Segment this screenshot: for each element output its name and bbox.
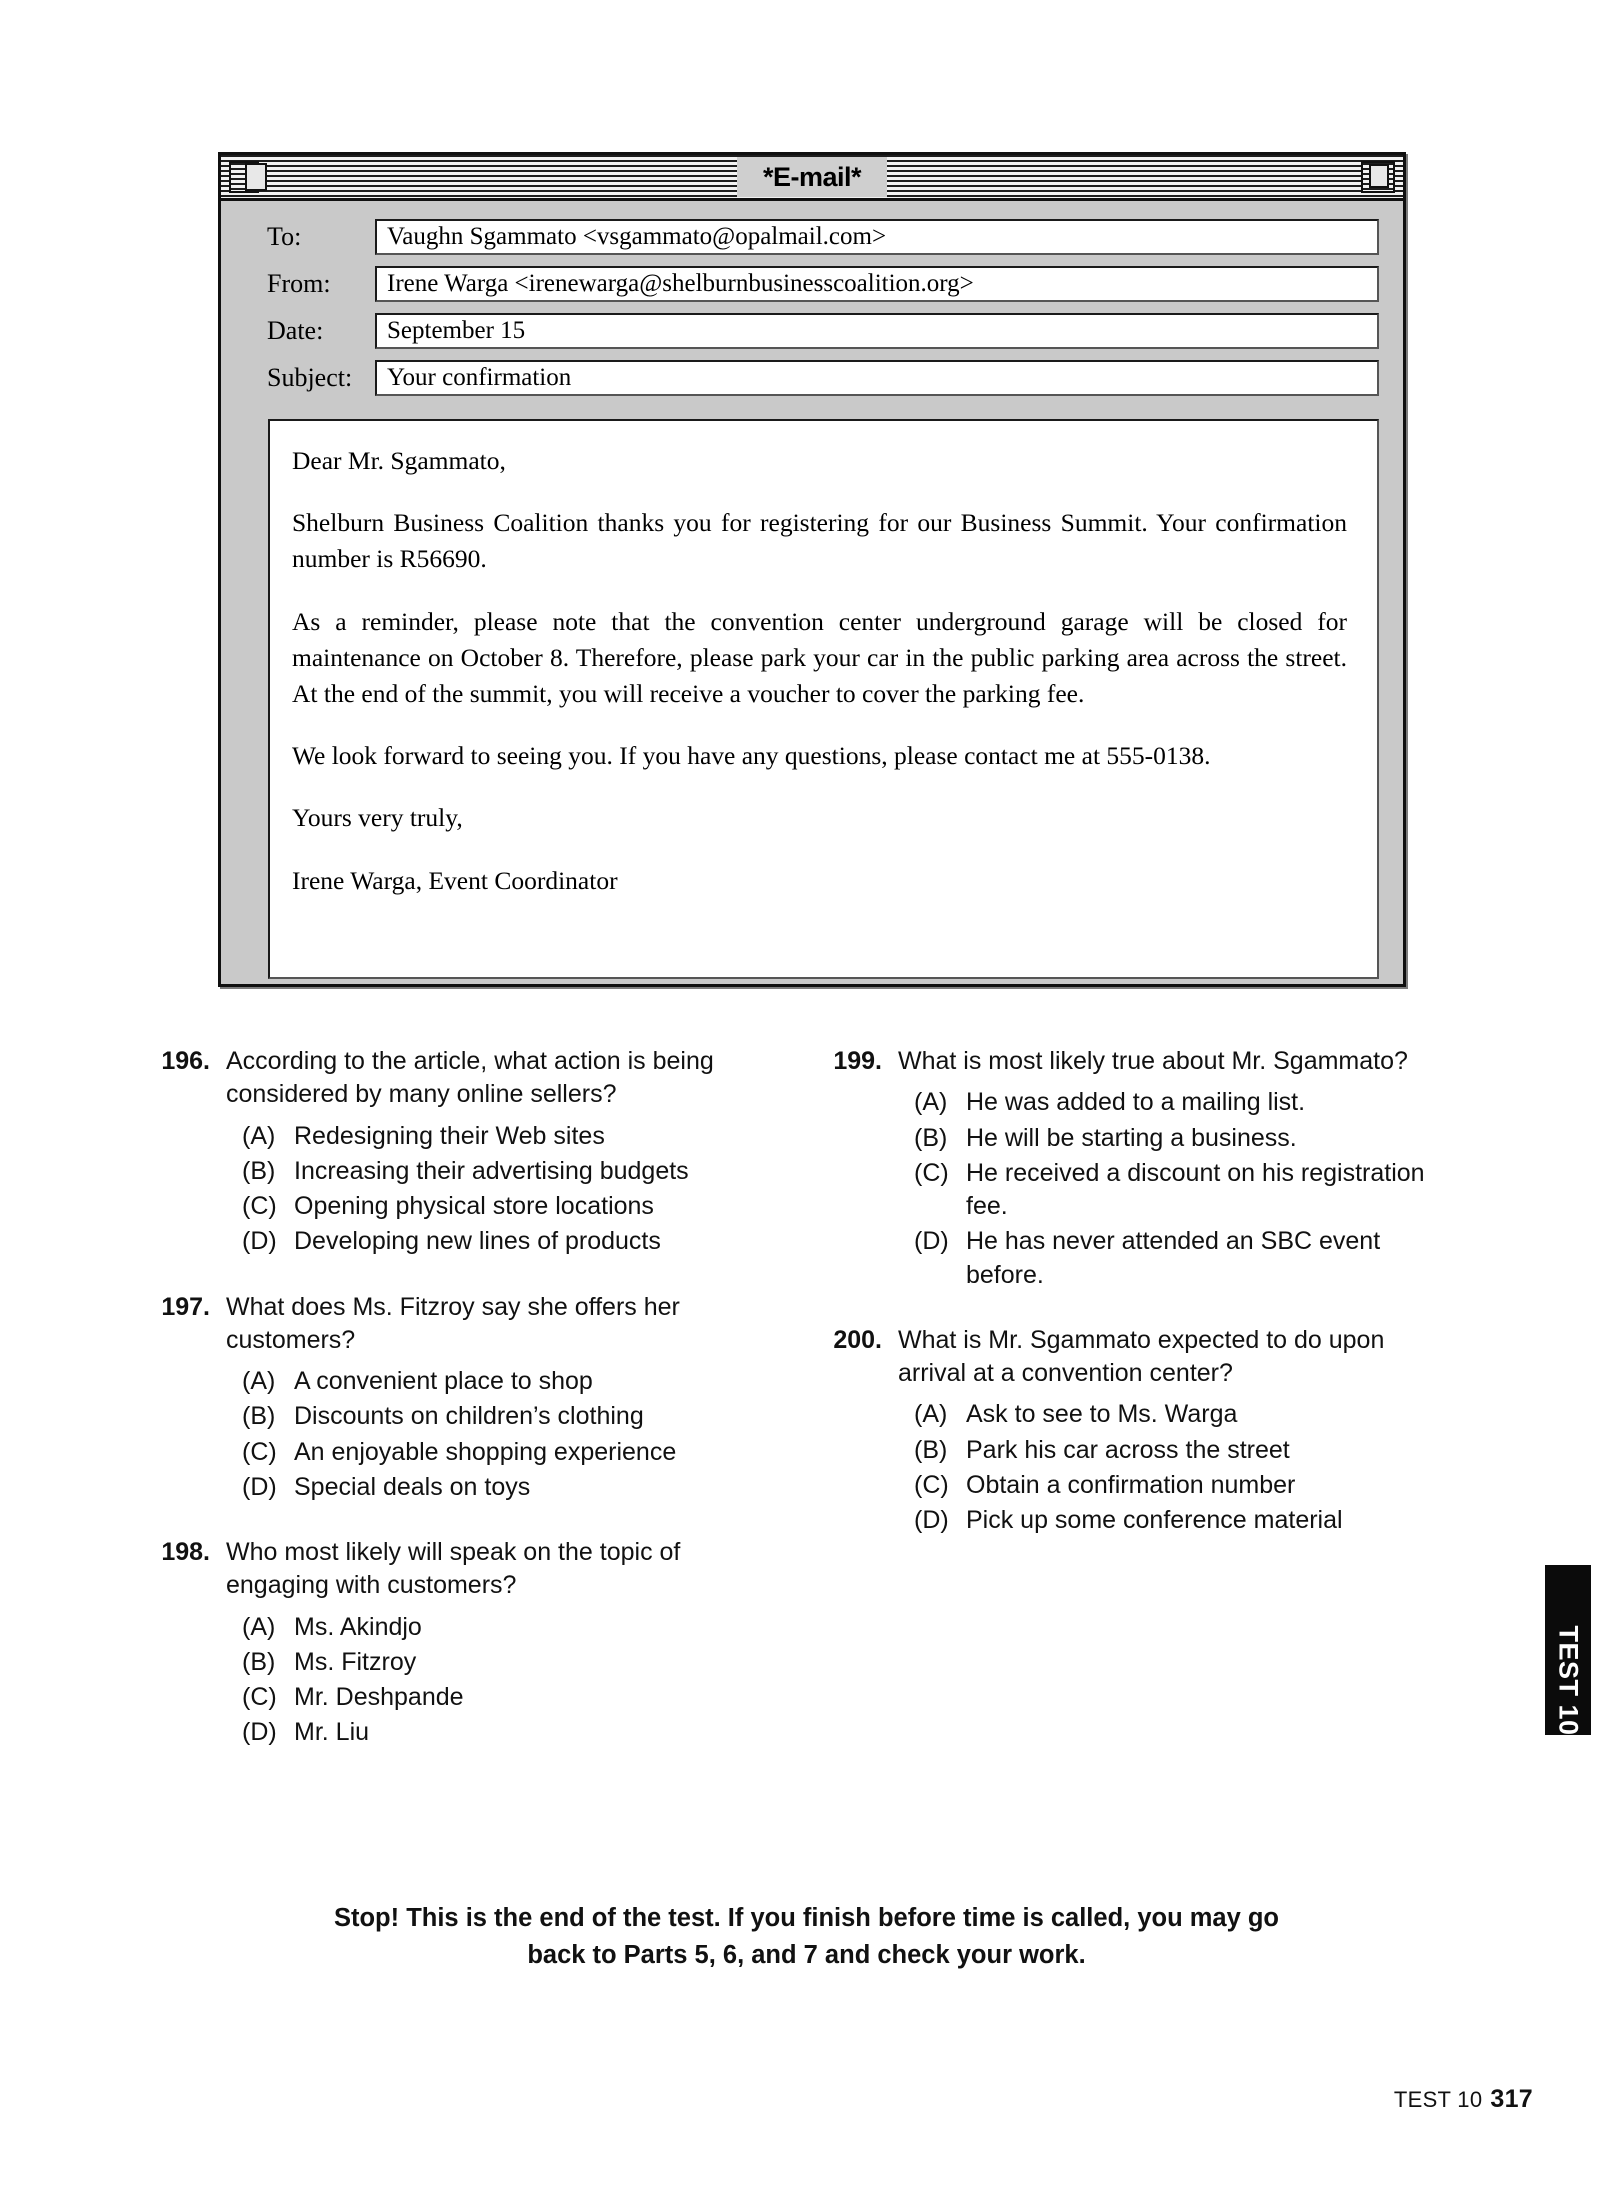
- page-footer-test-label: TEST 10: [1393, 2087, 1483, 2112]
- question-197-choice-a[interactable]: [242, 1365, 778, 1398]
- choice-letter: (A): [242, 1367, 276, 1395]
- question-200-choice-a[interactable]: [914, 1398, 1450, 1431]
- email-salutation: Dear Mr. Sgammato,: [292, 446, 506, 475]
- email-paragraph-2: As a reminder, please note that the convention center underground garage will be closed for maintenance on October 8. Therefore, please park your car in the public parking area across the street. At the end of the summit, you will receive a voucher to cover the parking fee.: [292, 606, 1347, 709]
- question-196-text: According to the article, what action is being considered by many online sellers?: [226, 1047, 714, 1109]
- question-197: [148, 1291, 778, 1505]
- page-number: 317: [1490, 2085, 1533, 2113]
- stop-instruction-line1: Stop! This is the end of the test. If you finish before time is called, you may go: [333, 1904, 1280, 1932]
- email-window-titlebar[interactable]: [221, 155, 1403, 201]
- questions-section: [0, 1045, 1613, 1785]
- question-196-choice-c[interactable]: [242, 1190, 778, 1223]
- email-window-title: *E-mail*: [737, 157, 887, 197]
- question-197-head: [148, 1291, 778, 1358]
- choice-text: An enjoyable shopping experience: [294, 1437, 677, 1466]
- choice-letter: (B): [242, 1647, 276, 1676]
- choice-text: Ms. Fitzroy: [294, 1647, 417, 1676]
- choice-text: He was added to a mailing list.: [966, 1088, 1306, 1117]
- choice-text: Special deals on toys: [294, 1472, 531, 1501]
- choice-letter: (C): [914, 1158, 949, 1187]
- question-200-choice-b[interactable]: [914, 1434, 1450, 1467]
- choice-text: A convenient place to shop: [294, 1367, 593, 1395]
- choice-letter: (D): [914, 1227, 949, 1256]
- choice-text: Developing new lines of products: [294, 1227, 661, 1256]
- choice-letter: (D): [242, 1227, 277, 1256]
- question-197-choices: [242, 1365, 778, 1504]
- email-window: [218, 152, 1406, 987]
- question-198-choices: [242, 1611, 778, 1750]
- question-200-text: What is Mr. Sgammato expected to do upon arrival at a convention center?: [898, 1325, 1385, 1387]
- question-198-choice-a[interactable]: [242, 1611, 778, 1644]
- choice-letter: (A): [914, 1088, 948, 1117]
- choice-text: Increasing their advertising budgets: [294, 1156, 689, 1185]
- test-side-tab-label: TEST 10: [1553, 1625, 1584, 1736]
- question-199-choice-a[interactable]: [914, 1086, 1450, 1119]
- stop-instruction: [0, 1900, 1613, 1974]
- email-field-row-date: [245, 313, 1379, 349]
- email-field-row-from: [245, 266, 1379, 302]
- choice-text: Pick up some conference material: [966, 1506, 1343, 1534]
- choice-text: He will be starting a business.: [966, 1123, 1297, 1152]
- email-field-row-to: [245, 219, 1379, 255]
- choice-text: Mr. Liu: [294, 1718, 370, 1747]
- email-paragraph-3: We look forward to seeing you. If you have any questions, please contact me at 555-0138.: [292, 741, 1211, 771]
- question-197-choice-d[interactable]: [242, 1471, 778, 1504]
- stop-instruction-line2: back to Parts 5, 6, and 7 and check your work.: [527, 1940, 1086, 1969]
- question-200: [820, 1324, 1450, 1538]
- question-197-choice-c[interactable]: [242, 1436, 778, 1469]
- subject-field[interactable]: Your confirmation: [375, 360, 1379, 396]
- question-200-choice-c[interactable]: [914, 1469, 1450, 1502]
- close-box-icon[interactable]: [245, 163, 267, 191]
- question-198-head: [148, 1536, 778, 1603]
- question-199-choice-b[interactable]: [914, 1122, 1450, 1155]
- question-196-choice-d[interactable]: [242, 1225, 778, 1258]
- questions-column-left: [148, 1045, 778, 1782]
- question-199-number: 199.: [833, 1047, 882, 1075]
- question-196-choices: [242, 1120, 778, 1259]
- choice-text: Mr. Deshpande: [294, 1683, 464, 1711]
- question-200-number: 200.: [833, 1325, 882, 1354]
- choice-letter: (B): [242, 1156, 276, 1185]
- choice-letter: (B): [242, 1402, 276, 1431]
- question-198: [148, 1536, 778, 1750]
- question-198-number: 198.: [161, 1538, 210, 1566]
- question-196: [148, 1045, 778, 1259]
- question-196-number: 196.: [161, 1047, 210, 1075]
- question-199-choices: [914, 1086, 1450, 1292]
- question-200-choice-d[interactable]: [914, 1504, 1450, 1537]
- choice-letter: (C): [242, 1192, 277, 1220]
- choice-letter: (C): [242, 1437, 277, 1466]
- choice-letter: (C): [914, 1470, 949, 1499]
- choice-letter: (B): [914, 1435, 948, 1464]
- email-header-fields: [221, 201, 1403, 413]
- choice-text: Redesigning their Web sites: [294, 1121, 605, 1150]
- choice-letter: (D): [242, 1472, 277, 1501]
- zoom-box-icon[interactable]: [1369, 164, 1389, 188]
- test-side-tab: [1545, 1565, 1591, 1735]
- date-label: Date:: [267, 316, 324, 345]
- question-196-choice-a[interactable]: [242, 1120, 778, 1153]
- to-label: To:: [267, 222, 302, 251]
- question-199-choice-d[interactable]: [914, 1225, 1450, 1292]
- question-197-number: 197.: [161, 1292, 210, 1321]
- question-199: [820, 1045, 1450, 1292]
- question-199-head: [820, 1045, 1450, 1078]
- choice-letter: (A): [914, 1400, 948, 1429]
- email-field-row-subject: [245, 360, 1379, 396]
- email-signature: Irene Warga, Event Coordinator: [292, 865, 618, 895]
- from-label: From:: [267, 269, 331, 298]
- date-field[interactable]: September 15: [375, 313, 1379, 349]
- choice-text: Ms. Akindjo: [294, 1612, 422, 1641]
- to-field[interactable]: Vaughn Sgammato <vsgammato@opalmail.com>: [375, 219, 1379, 255]
- question-196-choice-b[interactable]: [242, 1155, 778, 1188]
- question-198-choice-b[interactable]: [242, 1646, 778, 1679]
- choice-text: Ask to see to Ms. Warga: [966, 1400, 1238, 1429]
- choice-letter: (A): [242, 1612, 276, 1641]
- question-200-choices: [914, 1398, 1450, 1537]
- subject-label: Subject:: [267, 363, 353, 392]
- email-closing: Yours very truly,: [292, 803, 463, 833]
- choice-text: He has never attended an SBC event before.: [966, 1227, 1381, 1289]
- question-200-head: [820, 1324, 1450, 1391]
- question-197-choice-b[interactable]: [242, 1400, 778, 1433]
- choice-text: Discounts on children’s clothing: [294, 1402, 644, 1431]
- email-paragraph-1: Shelburn Business Coalition thanks you for registering for our Business Summit. Your confirmation number is R56690.: [292, 508, 1347, 574]
- question-197-text: What does Ms. Fitzroy say she offers her customers?: [226, 1292, 680, 1354]
- question-196-head: [148, 1045, 778, 1112]
- question-198-choice-c[interactable]: [242, 1681, 778, 1714]
- question-198-text: Who most likely will speak on the topic of engaging with customers?: [226, 1538, 681, 1600]
- choice-text: Obtain a confirmation number: [966, 1470, 1296, 1499]
- choice-text: Opening physical store locations: [294, 1192, 654, 1220]
- choice-text: Park his car across the street: [966, 1435, 1290, 1464]
- question-198-choice-d[interactable]: [242, 1716, 778, 1749]
- choice-letter: (D): [242, 1718, 277, 1747]
- choice-letter: (A): [242, 1121, 276, 1150]
- question-199-choice-c[interactable]: [914, 1157, 1450, 1224]
- choice-text: He received a discount on his registration fee.: [966, 1158, 1425, 1220]
- from-field[interactable]: Irene Warga <irenewarga@shelburnbusinesscoalition.org>: [375, 266, 1379, 302]
- email-body[interactable]: [268, 419, 1379, 979]
- question-199-text: What is most likely true about Mr. Sgammato?: [898, 1047, 1408, 1075]
- choice-letter: (D): [914, 1506, 949, 1534]
- choice-letter: (B): [914, 1123, 948, 1152]
- choice-letter: (C): [242, 1683, 277, 1711]
- questions-column-right: [820, 1045, 1450, 1569]
- page-footer: [1394, 2085, 1533, 2114]
